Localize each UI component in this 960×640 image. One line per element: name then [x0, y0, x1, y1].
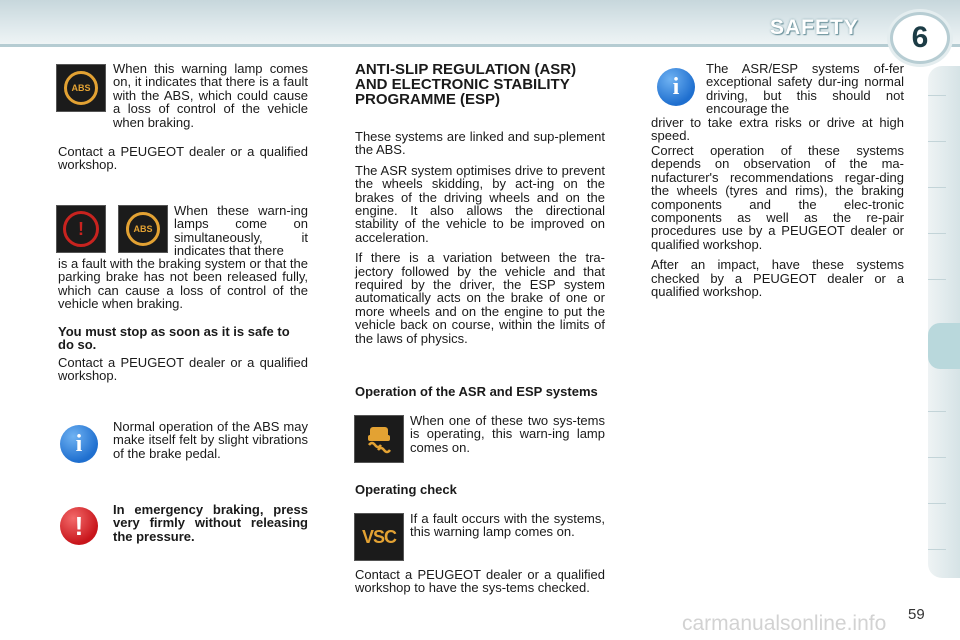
tab-separator — [928, 457, 946, 458]
abs-warning-text: When this warning lamp comes on, it indicates that there is a fault with the ABS, which could cause a loss of control of the vehicle when braking. — [113, 61, 308, 130]
impact-paragraph: After an impact, have these systems checked by a PEUGEOT dealer or a qualified workshop. — [651, 257, 904, 300]
abs-warning-lamp-icon — [118, 205, 168, 253]
info-icon: i — [60, 425, 98, 463]
abs-lamp-symbol: ABS — [64, 71, 98, 105]
tab-separator — [928, 233, 946, 234]
vsc-warning-lamp-icon — [354, 513, 404, 561]
tab-separator — [928, 187, 946, 188]
abs-info-note: Normal operation of the ABS may make itself felt by slight vibrations of the brake pedal. — [113, 419, 308, 461]
operating-check-text: If a fault occurs with the systems, this warning lamp comes on. — [410, 511, 605, 540]
esp-info-note-cont: driver to take extra risks or drive at high speed. — [651, 115, 904, 144]
esp-active-lamp-icon — [354, 415, 404, 463]
watermark: carmanualsonline.info — [682, 612, 887, 635]
esp-info-note: The ASR/ESP systems of-fer exceptional safety dur-ing normal driving, but this should not encourage the — [706, 61, 904, 117]
vsc-lamp-symbol: VSC — [361, 526, 396, 547]
chapter-side-tabs — [928, 66, 960, 578]
warning-icon: ! — [60, 507, 98, 545]
tab-chapter-6-active[interactable] — [928, 323, 960, 369]
esp-paragraph-2: The ASR system optimises drive to prevent the wheels skidding, by act-ing on the brakes of the driving wheels and on the engine. It also allows the directional stability of the vehicle to be improved on acceleration. — [355, 162, 605, 245]
brake-warning-lamp-icon — [56, 205, 106, 253]
maintenance-paragraph: Correct operation of these systems depends on observation of the ma-nufacturer's recommendations regar-ding the wheels (tyres and rims), the braking components and the elec-tronic components as well as the re-pair procedures use by a PEUGEOT dealer or qualified workshop. — [651, 143, 904, 252]
tab-separator — [928, 141, 946, 142]
tab-separator — [928, 549, 946, 550]
tab-separator — [928, 503, 946, 504]
combined-warning-text-cont: is a fault with the braking system or that the parking brake has not been released fully, which can cause a loss of control of the vehicle when braking. — [58, 256, 309, 312]
esp-paragraph-3: If there is a variation between the tra-jectory followed by the vehicle and that required by the driver, the ESP system automatically acts on the brake of one or more wheels and on the engine to put the vehicle back on course, within the limits of the laws of physics. — [355, 250, 605, 346]
esp-paragraph-1: These systems are linked and sup-plement the ABS. — [355, 129, 605, 158]
chapter-number-badge: 6 — [890, 12, 950, 64]
brake-lamp-symbol: ! — [63, 211, 99, 247]
section-title: SAFETY — [770, 16, 859, 39]
tab-separator — [928, 279, 946, 280]
emergency-braking-note: In emergency braking, press very firmly without releasing the pressure. — [113, 502, 308, 544]
combined-contact-text: Contact a PEUGEOT dealer or a qualified workshop. — [58, 355, 308, 384]
abs-lamp-symbol: ABS — [126, 212, 160, 246]
esp-section-heading: ANTI-SLIP REGULATION (ASR) AND ELECTRONIC STABILITY PROGRAMME (ESP) — [355, 61, 577, 108]
header-divider — [0, 44, 960, 47]
tab-separator — [928, 411, 946, 412]
operation-text: When one of these two sys-tems is operating, this warn-ing lamp comes on. — [410, 413, 605, 455]
abs-contact-text: Contact a PEUGEOT dealer or a qualified workshop. — [58, 144, 308, 173]
esp-maintenance-column — [651, 144, 904, 305]
info-icon: i — [657, 68, 695, 106]
operation-subheading: Operation of the ASR and ESP systems — [355, 384, 598, 399]
operating-check-subheading: Operating check — [355, 482, 457, 497]
esp-contact-text: Contact a PEUGEOT dealer or a qualified workshop to have the sys-tems checked. — [355, 567, 605, 596]
tab-separator — [928, 95, 946, 96]
skidding-car-icon — [364, 423, 394, 455]
combined-warning-text: When these warn-ing lamps come on simultaneously, it indicates that there — [174, 203, 308, 259]
stop-warning-bold: You must stop as soon as it is safe to do so. — [58, 324, 290, 353]
esp-intro-column — [355, 130, 605, 352]
page-number: 59 — [908, 606, 925, 623]
abs-warning-lamp-icon — [56, 64, 106, 112]
